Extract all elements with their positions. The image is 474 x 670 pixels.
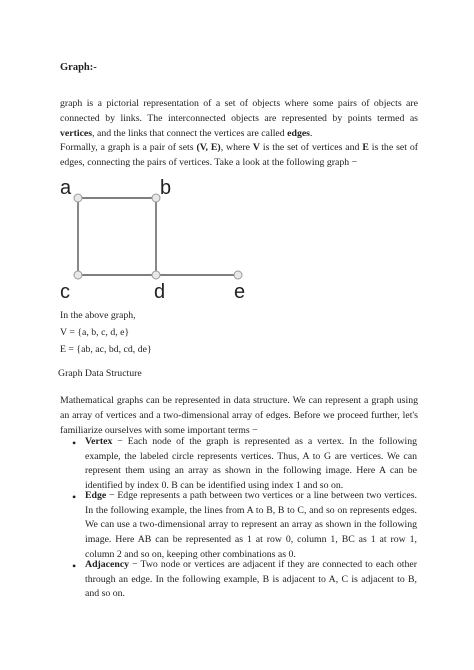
vertex-d-label: d	[154, 281, 166, 302]
bullet-adjacency: •	[72, 559, 77, 573]
term-edge	[85, 489, 417, 563]
formal-text-4: is the set of edges, connecting the pairs of vertices. Take a look at the following graph −	[60, 142, 418, 168]
term-vertex	[85, 435, 417, 494]
vertex-a-label: a	[60, 177, 72, 199]
edges-term: edges	[287, 128, 310, 139]
definition-text: graph is a pictorial representation of a set of objects where some pairs of objects are connected by links. The interconnected objects are represented by points termed as	[60, 98, 418, 124]
graph-diagram	[50, 174, 270, 302]
term-edge-text: − Edge represents a path between two vertices or a line between two vertices. In the following example, the lines from A to B, B to C, and so on represents edges. We can use a two-dimensional array to represent an array as shown in the following image. Here AB can be represented as 1 at row 0, column 1, BC as 1 at row 1, column 2 and so on, keeping other combinations as 0.	[85, 490, 417, 560]
formal-text-1: Formally, a graph is a pair of sets	[60, 142, 197, 153]
term-adjacency	[85, 558, 417, 602]
formal-e: E	[362, 142, 369, 153]
edge-set: E = {ab, ac, bd, cd, de}	[60, 344, 152, 355]
bullet-vertex: •	[72, 436, 77, 450]
vertex-e-node	[234, 271, 242, 279]
formal-v: V	[252, 142, 260, 153]
vertex-set: V = {a, b, c, d, e}	[60, 327, 130, 338]
vertex-e-label: e	[234, 281, 246, 302]
above-graph-text: In the above graph,	[60, 310, 136, 321]
definition-text-2: , and the links that connect the vertices are called	[92, 128, 288, 139]
vertex-a-node	[74, 194, 82, 202]
vertex-c-label: c	[60, 281, 70, 302]
vertex-b-label: b	[160, 177, 172, 199]
section-intro: Mathematical graphs can be represented in data structure. We can represent a graph using an array of vertices and a two-dimensional array of edges. Before we proceed further, let's familiarize ourselves with some important terms −	[60, 395, 418, 436]
vertex-c-node	[74, 271, 82, 279]
definition-end: .	[310, 128, 313, 139]
term-adjacency-text: − Two node or vertices are adjacent if they are connected to each other through an edge. In the following example, B is adjacent to A, C is adjacent to B, and so on.	[85, 559, 417, 600]
term-vertex-name: Vertex	[85, 436, 113, 447]
bullet-edge: •	[72, 490, 77, 504]
vertices-term: vertices	[60, 128, 93, 139]
section-title: Graph Data Structure	[58, 368, 142, 379]
formal-text-2: , where	[220, 142, 253, 153]
graph-edges	[78, 198, 238, 275]
vertex-b-node	[152, 194, 160, 202]
page-title: Graph:-	[60, 62, 97, 73]
formal-text-3: is the set of vertices and	[259, 142, 363, 153]
term-edge-name: Edge	[85, 490, 107, 501]
vertex-d-node	[152, 271, 160, 279]
graph-definition	[60, 96, 418, 141]
term-adjacency-name: Adjacency	[85, 559, 130, 570]
formal-ve: (V, E)	[196, 142, 221, 153]
term-vertex-text: − Each node of the graph is represented as a vertex. In the following example, the labeled circle represents vertices. Thus, A to G are vertices. We can represent them using an array as shown in the following image. Here A can be identified by index 0. B can be identified using index 1 and so on.	[85, 436, 417, 492]
formal-definition	[60, 140, 418, 170]
